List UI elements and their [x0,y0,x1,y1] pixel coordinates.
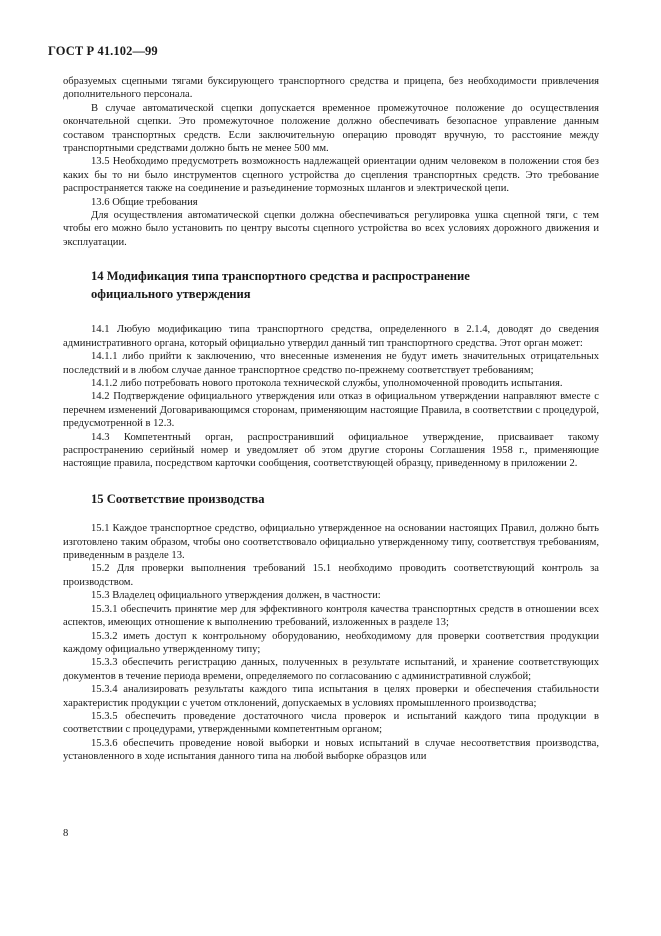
document-header: ГОСТ Р 41.102—99 [48,44,158,58]
paragraph: 15.2 Для проверки выполнения требований 15.1 необходимо проводить соответствующий контроль за производством. [63,563,599,588]
paragraph: 13.6 Общие требования [91,196,198,208]
section-14-title-line1: 14 Модификация типа транспортного средства и распространение [91,269,470,284]
paragraph: 14.1.2 либо потребовать нового протокола технической службы, уполномоченной проводить испытания. [91,377,563,389]
paragraph: 14.1 Любую модификацию типа транспортного средства, определенного в 2.1.4, доводят до сведения административного органа, который официально утвердил данный тип транспортного средства. Этот орган может: [63,324,599,349]
paragraph: 15.3.1 обеспечить принятие мер для эффективного контроля качества транспортных средств в отношении всех аспектов, имеющих отношение к выполнению требований, изложенных в разделе 13; [63,603,599,629]
section-14-heading [63,268,599,303]
paragraph: Для осуществления автоматической сцепки должна обеспечиваться регулировка ушка сцепной тяги, с тем чтобы его можно было установить по центру высоты сцепного устройства во всех условиях дорожного движения и эксплуатации. [63,210,599,248]
paragraph: 15.3.2 иметь доступ к контрольному оборудованию, необходимому для проверки соответствия продукции каждому официально утвержденному типу; [63,630,599,655]
paragraph: 15.1 Каждое транспортное средство, официально утвержденное на основании настоящих Правил, должно быть изготовлено таким образом, чтобы оно соответствовало официально утвержденному типу, соответствуя требованиям, приведенным в разделе 13. [63,523,599,562]
page-number: 8 [63,828,69,839]
paragraph: 14.1.1 либо прийти к заключению, что внесенные изменения не будут иметь значительных отрицательных последствий и в любом случае данное транспортное средство по-прежнему соответствует требованиям; [63,351,599,376]
section-15-heading: 15 Соответствие производства [91,491,265,506]
paragraph-block-section-14 [63,323,599,470]
paragraph: образуемых сцепными тягами буксирующего транспортного средства и прицепа, без необходимости привлечения дополнительного персонала. [63,76,599,101]
paragraph: 14.2 Подтверждение официального утверждения или отказ в официальном утверждении направляют вместе с перечнем изменений Договаривающимся сторонам, применяющим настоящие Правила, в соответствии с процедурой, предусмотренной в 12.3. [63,391,599,430]
paragraph: 15.3.5 обеспечить проведение достаточного числа проверок и испытаний каждого типа продукции в соответствии с процедурами, утвержденными компетентным органом; [63,710,599,736]
paragraph: В случае автоматической сцепки допускается временное промежуточное положение до осуществления окончательной сцепки. Это промежуточное положение должно обеспечивать безопасное управление данным составом транспортных средств. Если заключительную операцию проводят вручную, то расстояние между транспортными средствами должно быть не менее 500 мм. [63,102,599,155]
document-body [63,75,599,764]
section-14-title-line2: официального утверждения [91,286,251,301]
paragraph: 15.3 Владелец официального утверждения должен, в частности: [91,590,381,602]
paragraph: 15.3.3 обеспечить регистрацию данных, полученных в результате испытаний, и хранение соответствующих документов в течение периода времени, определяемого по согласованию с административной службой; [63,657,599,682]
paragraph: 15.3.6 обеспечить проведение новой выборки и новых испытаний в случае несоответствия производства, установленного в ходе испытания данного типа на любой выборке образцов или [63,737,599,763]
paragraph: 13.5 Необходимо предусмотреть возможность надлежащей ориентации одним человеком в положении стоя без каких бы то ни было инструментов сцепного устройства до сцепления транспортных средств. Это требование распространяется также на соединение и разъединение тормозных шлангов и электрической цепи. [63,156,599,195]
paragraph: 14.3 Компетентный орган, распространивший официальное утверждение, присваивает такому распространению серийный номер и уведомляет об этом другие стороны Соглашения 1958 г., применяющие настоящие правила, посредством карточки сообщения, соответствующей образцу, приведенному в приложении 2. [63,431,599,470]
paragraph-block-section-15 [63,522,599,763]
paragraph-block-section-13 [63,75,599,249]
paragraph: 15.3.4 анализировать результаты каждого типа испытания в целях проверки и обеспечения стабильности характеристик продукции с учетом отклонений, допускаемых в условиях промышленного производства; [63,684,599,709]
